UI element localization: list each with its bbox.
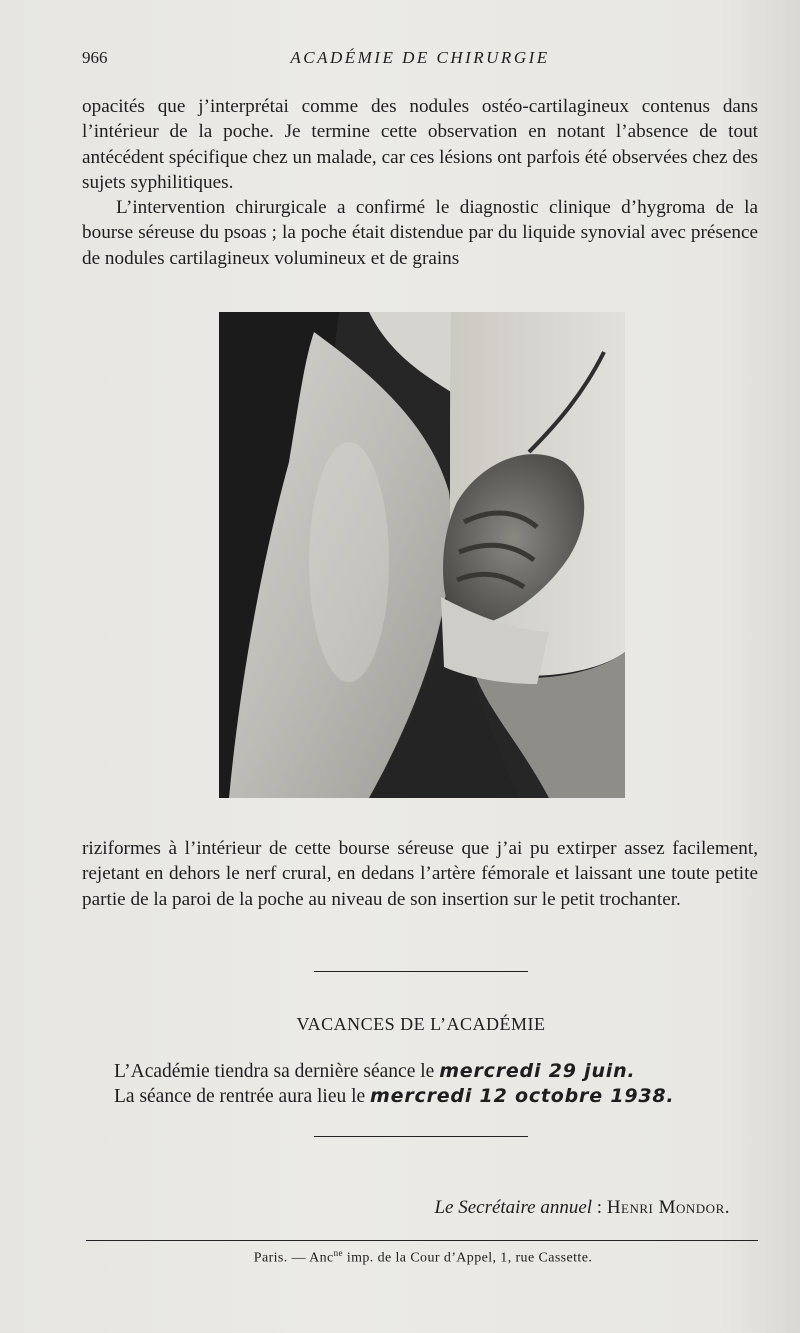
body-paragraph: opacités que j’interprétai comme des nodules ostéo-cartilagineux contenus dans l’intérieur de la poche. Je termine cette observation en notant l’absence de tout antécédent spécifique chez un malade, car ces lésions ont parfois été observées chez des sujets syphilitiques. (82, 96, 758, 193)
printer-text: Paris. — Anc (253, 1250, 334, 1266)
page-header (82, 48, 758, 72)
footer-rule (86, 1240, 758, 1241)
printer-superscript: ne (333, 1248, 343, 1258)
body-paragraph: riziformes à l’intérieur de cette bourse séreuse que j’ai pu extirper assez facilement, rejetant en dehors le nerf crural, en dedans l’artère fémorale et laissant une toute petite partie de la paroi de la poche au niveau de son insertion sur le petit trochanter. (82, 838, 758, 910)
notice-date: mercredi 29 juin. (439, 1060, 636, 1082)
body-paragraph-text: L’intervention chirurgicale a confirmé le diagnostic clinique d’hygroma de la bourse séreuse du psoas ; la poche était distendue par du liquide synovial avec présence de nodules cartilagineux volumineux et de grains (82, 197, 758, 269)
section-divider (314, 971, 528, 972)
signature (434, 1197, 730, 1219)
section-title: VACANCES DE L’ACADÉMIE (296, 1014, 546, 1034)
printer-text: imp. de la Cour d’Appel, 1, rue Cassette. (342, 1250, 593, 1266)
clinical-photograph (219, 312, 625, 798)
notice-line (114, 1084, 774, 1109)
section-divider (314, 1136, 528, 1137)
signature-label: Le Secrétaire annuel (434, 1197, 593, 1218)
notice-text: L’Académie tiendra sa dernière séance le (114, 1061, 435, 1082)
notice-text: La séance de rentrée aura lieu le (114, 1086, 366, 1107)
page-number: 966 (82, 48, 108, 67)
notice-line (114, 1059, 774, 1084)
body-paragraph (82, 195, 758, 271)
notice-date: mercredi 12 octobre 1938. (370, 1085, 675, 1107)
running-title: ACADÉMIE DE CHIRURGIE (290, 48, 550, 67)
photograph-illustration (219, 312, 625, 798)
signature-separator: : (592, 1197, 607, 1218)
signature-name: Henri Mondor. (606, 1197, 730, 1218)
printer-imprint (0, 1248, 800, 1267)
